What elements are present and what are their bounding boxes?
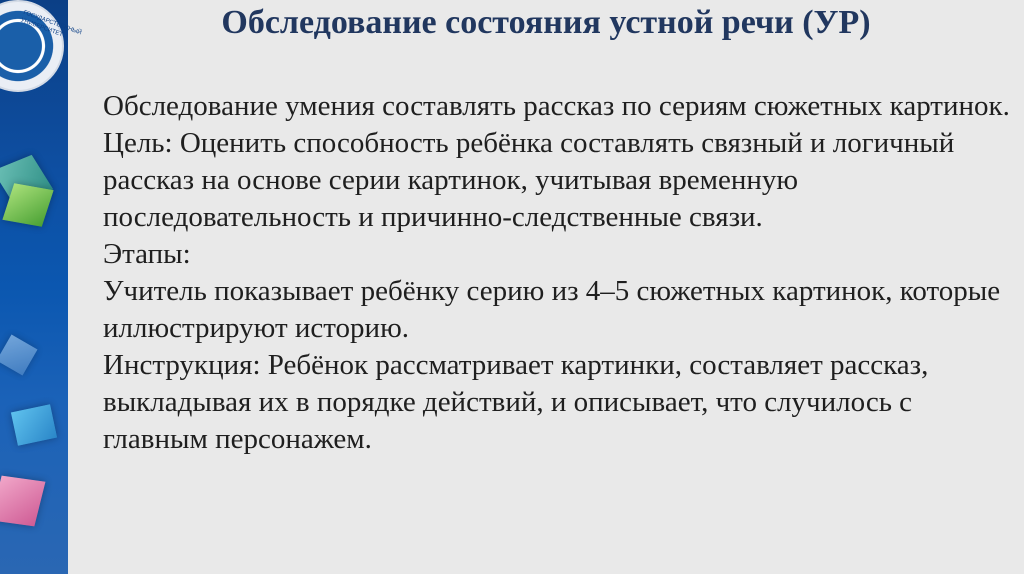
decorative-cube-lightblue xyxy=(0,335,37,376)
paragraph-stage-1: Учитель показывает ребёнку серию из 4–5 сюжетных картинок, которые иллюстрируют историю. xyxy=(103,275,1001,344)
paragraph-stages-heading: Этапы: xyxy=(103,238,191,270)
paragraph-instruction: Инструкция: Ребёнок рассматривает картинки, составляет рассказ, выкладывая их в порядке действий, и описывает, что случилось с главным персонажем. xyxy=(103,349,929,455)
slide-title: Обследование состояния устной речи (УР) xyxy=(221,4,871,41)
logo-text: ГОСУДАРСТВЕННЫЙ УНИВЕРСИТЕТ xyxy=(19,9,83,39)
decorative-cube-pink xyxy=(0,476,45,527)
decorative-cube-cyan xyxy=(11,404,57,446)
paragraph-goal: Цель: Оценить способность ребёнка составлять связный и логичный рассказ на основе серии картинок, учитывая временную последовательность и причинно-следственные связи. xyxy=(103,127,955,233)
university-logo xyxy=(0,0,83,92)
decorative-sidebar xyxy=(0,0,83,574)
slide-body xyxy=(103,88,1018,458)
paragraph-intro: Обследование умения составлять рассказ по сериям сюжетных картинок. xyxy=(103,90,1010,122)
